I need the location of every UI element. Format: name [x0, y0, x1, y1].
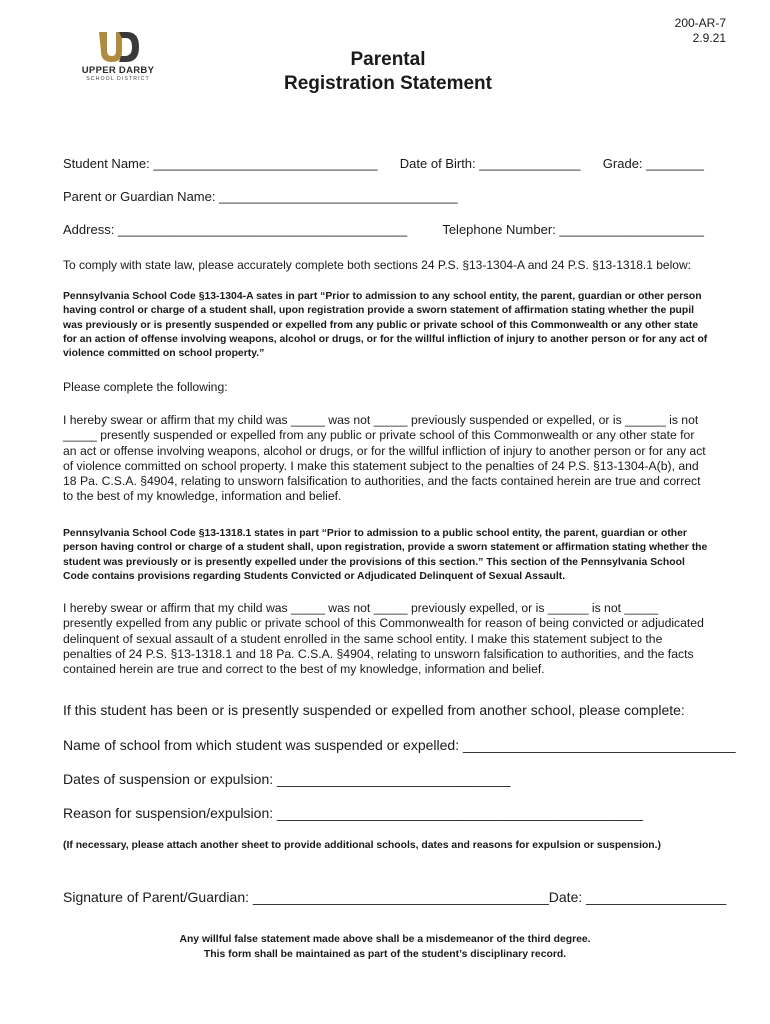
ud-monogram-icon — [95, 30, 141, 64]
attach-note: (If necessary, please attach another sheet to provide additional schools, dates and reasons for expulsion or suspension.) — [63, 840, 661, 851]
section2-statement[interactable]: I hereby swear or affirm that my child was _____ was not _____ previously expelled, or is ______ is not _____ presently expelled from any public or private school of this Commonwealth for reason of being convicted or adjudicated delinquent of sexual assault of a student enrolled in the same school entity. I make this statement subject to the penalties of 24 P.S. §13-1318.1 and 18 Pa. C.S.A. §4904, relating to unsworn falsification to authorities, and the facts contained herein are true and correct to the best of my knowledge, information and belief. — [63, 601, 704, 677]
contact-info-row — [63, 222, 704, 238]
footer-line-1: Any willful false statement made above shall be a misdemeanor of the third degree. — [179, 934, 591, 945]
student-info-row — [63, 156, 704, 172]
intro-text: To comply with state law, please accurately complete both sections 24 P.S. §13-1304-A and 24 P.S. §13-1318.1 below: — [63, 258, 691, 272]
form-code-block — [675, 16, 726, 46]
suspension-prompt: If this student has been or is presently suspended or expelled from another school, please complete: — [63, 702, 685, 718]
signature-field[interactable]: Signature of Parent/Guardian: ______________________________________ — [63, 889, 549, 905]
footer-line-2: This form shall be maintained as part of the student’s disciplinary record. — [203, 949, 567, 960]
district-logo — [78, 30, 158, 94]
logo-name: UPPER DARBY — [81, 65, 155, 76]
title-line-1: Parental — [350, 49, 426, 70]
student-name-field[interactable]: Student Name: _______________________________ — [63, 156, 378, 171]
suspension-dates-field[interactable]: Dates of suspension or expulsion: ______________________________ — [63, 771, 511, 787]
address-field[interactable]: Address: ________________________________________ — [63, 222, 408, 237]
school-name-field[interactable]: Name of school from which student was suspended or expelled: ___________________________________ — [63, 737, 736, 753]
form-date: 2.9.21 — [692, 31, 726, 45]
section1-statement[interactable]: I hereby swear or affirm that my child was _____ was not _____ previously suspended or expelled, or is ______ is not _____ presently suspended or expelled from any public or private school of this Commonwealth or any other state for an act or offense involving weapons, alcohol or drugs, or for the willful infliction of injury to another person or for any act of violence committed on school property. I make this statement subject to the penalties of 24 P.S. §13-1304-A(b), and 18 Pa. C.S.A. §4904, relating to unsworn falsification to authorities, and the facts contained herein are true and correct to the best of my knowledge, information and belief. — [63, 413, 706, 504]
suspension-reason-field[interactable]: Reason for suspension/expulsion: _______________________________________________ — [63, 805, 643, 821]
parent-info-row — [63, 189, 704, 205]
parent-name-field[interactable]: Parent or Guardian Name: _________________________________ — [63, 189, 458, 204]
date-of-birth-field[interactable]: Date of Birth: ______________ — [399, 156, 581, 171]
telephone-field[interactable]: Telephone Number: ____________________ — [442, 222, 704, 237]
grade-field[interactable]: Grade: ________ — [602, 156, 704, 171]
title-line-2: Registration Statement — [284, 73, 492, 94]
page-title — [240, 48, 536, 96]
section1-code-text: Pennsylvania School Code §13-1304-A sates in part “Prior to admission to any school entity, the parent, guardian or other person having control or charge of a student shall, upon registration provide a sworn statement of affirmation stating whether the pupil was previously or is presently suspended or expelled from any public or private school of this Commonwealth or any other state for an action of offense involving weapons, alcohol or drugs, or for the willful infliction of injury to another person or for any act of violence committed on school property.” — [63, 291, 708, 360]
section2-code-text: Pennsylvania School Code §13-1318.1 states in part “Prior to admission to a public school entity, the parent, guardian or other person having control or charge of a student shall, upon registration, provide a sworn statement or affirmation stating whether the student was previously or is presently expelled under the provisions of this section.” This section of the Pennsylvania School Code contains provisions regarding Students Convicted or Adjudicated Delinquent of Sexual Assault. — [63, 528, 708, 582]
section1-instruction: Please complete the following: — [63, 380, 228, 394]
footer-notice — [0, 932, 770, 962]
logo-subtitle: SCHOOL DISTRICT — [86, 76, 150, 82]
form-code: 200-AR-7 — [674, 16, 726, 30]
signature-row — [63, 889, 727, 906]
signature-date-field[interactable]: Date: __________________ — [548, 889, 727, 905]
